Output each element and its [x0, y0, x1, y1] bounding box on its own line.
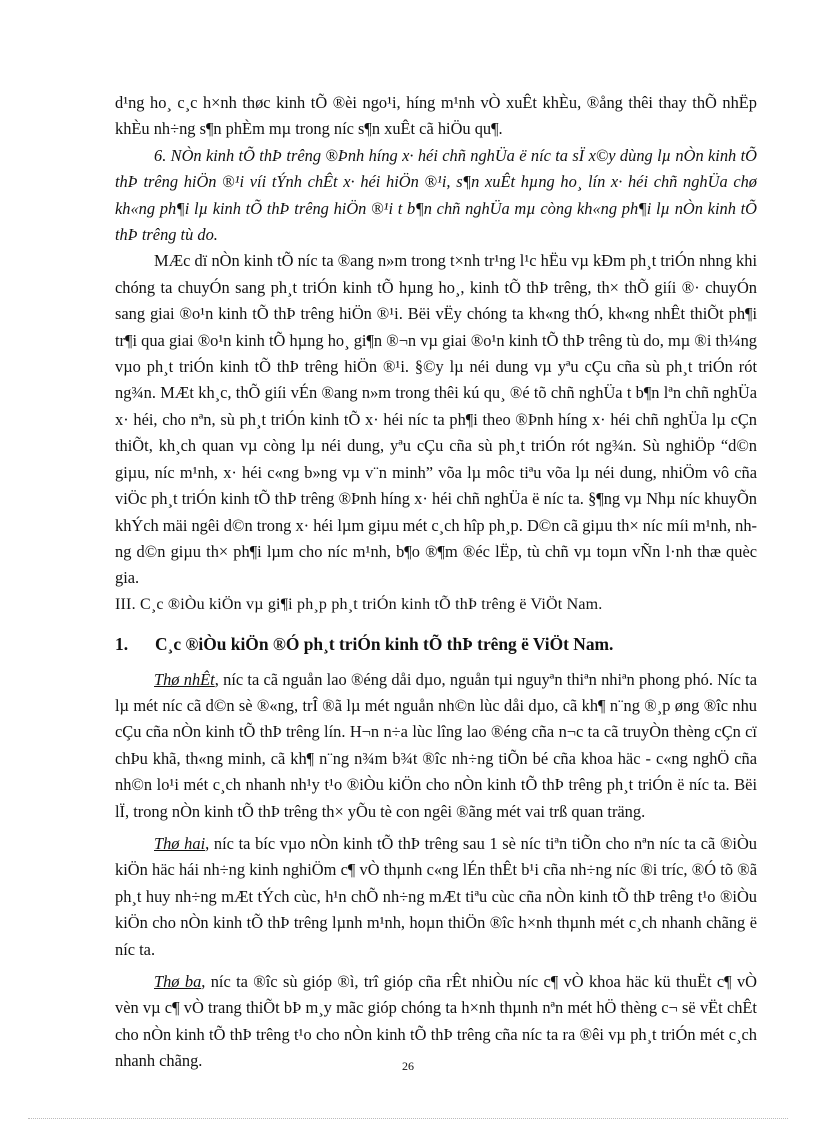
paragraph-point-6: 6. NÒn kinh tÕ thÞ trêng ®Þnh híng x· héi chñ nghÜa ë níc ta sÏ x©y dùng lµ nÒn kinh tÕ thÞ trêng hiÖn ®¹i víi tÝnh chÊt x· héi hiÖn ®¹i, s¶n xuÊt hµng ho¸ lín x· héi chñ nghÜa chø kh«ng ph¶i lµ kinh tÕ thÞ trêng hiÖn ®¹i t b¶n chñ nghÜa mµ còng kh«ng ph¶i lµ nÒn kinh tÕ thÞ trêng tù do. [115, 145, 757, 245]
paragraph-intro: d¹ng ho¸ c¸c h×nh thøc kinh tÕ ®èi ngo¹i, híng m¹nh vÒ xuÊt khÈu, ®ång thêi thay thÕ nhËp khÈu nh÷ng s¶n phÈm mµ trong níc s¶n xuÊt cã hiÖu qu¶. [115, 93, 757, 139]
label-third: Thø ba [154, 972, 202, 991]
label-second: Thø hai [154, 833, 206, 853]
text-first: , níc ta cã nguån lao ®éng dåi dµo, nguån tµi nguyªn thiªn nhiªn phong phó. Níc ta lµ mét níc cã d©n sè ®«ng, trÎ ®ã lµ mét nguån nh©n lùc dåi dµo, cã kh¶ n¨ng ®¸p øng ®îc nhu cÇu cña nÒn kinh tÕ thÞ trêng lín. H¬n n÷a lùc lîng lao ®éng cña n¬c ta cã truyÒn thèng cÇn cï chÞu khã, th«ng minh, cã kh¶ n¨ng n¾m b¾t ®îc nh÷ng tiÕn bé cña khoa häc - c«ng nghÖ cña nh©n lo¹i mét c¸ch nhanh nh¹y t¹o ®iÒu kiÖn cho nÒn kinh tÕ thÞ trêng ph¸t triÓn ë níc ta. Bëi lÏ, trong nÒn kinh tÕ thÞ trêng th× yÕu tè con ngêi ®ãng mét vai trß quan träng. [115, 669, 758, 821]
text-third: , níc ta ®îc sù gióp ®ì, trî gióp cña rÊt nhiÒu níc c¶ vÒ khoa häc kü thuËt c¶ vÒ vèn vµ c¶ vÒ trang thiÕt bÞ m¸y mãc gióp chóng ta h×nh thµnh nªn mét hÖ thèng c¬ së vËt chÊt cho nÒn kinh tÕ thÞ trêng t¹o cho nÒn kinh tÕ thÞ trêng cña níc ta ra ®êi vµ ph¸t triÓn mét c¸ch nhanh chãng. [115, 972, 757, 1071]
label-first: Thø nhÊt [154, 669, 215, 689]
page-bottom-divider [28, 1118, 788, 1119]
subheading-number: 1. [115, 634, 129, 655]
paragraph-body: MÆc dï nÒn kinh tÕ níc ta ®ang n»m trong t×nh tr¹ng l¹c hËu vµ kÐm ph¸t triÓn nhng khi chóng ta chuyÓn sang ph¸t triÓn kinh tÕ hµng ho¸, kinh tÕ thÞ trêng, th× thÕ giíi ®· chuyÓn sang giai ®o¹n kinh tÕ thÞ trêng hiÖn ®¹i. Bëi vËy chóng ta kh«ng thÓ, kh«ng nhÊt thiÕt ph¶i tr¶i qua giai ®o¹n kinh tÕ hµng ho¸ gi¶n ®¬n vµ giai ®o¹n kinh tÕ thÞ trêng tù do, mµ ®i th¼ng vµo ph¸t triÓn kinh tÕ thÞ trêng hiÖn ®¹i. §©y lµ néi dung vµ yªu cÇu cña sù ph¸t triÓn rót ng¾n. MÆt kh¸c, thÕ giíi vÉn ®ang n»m trong thêi kú qu¸ ®é tõ chñ nghÜa t b¶n lªn chñ nghÜa x· héi, cho nªn, sù ph¸t triÓn kinh tÕ x· héi níc ta ph¶i theo ®Þnh híng x· héi chñ nghÜa lµ cÇn thiÕt, kh¸ch quan vµ còng lµ néi dung, yªu cÇu cña sù ph¸t triÓn rót ng¾n. Sù nghiÖp “d©n giµu, níc m¹nh, x· héi c«ng b»ng vµ v¨n minh” võa lµ môc tiªu võa lµ néi dung, nhiÖm vô cña viÖc ph¸t triÓn kinh tÕ thÞ trêng ®Þnh híng x· héi chñ nghÜa ë níc ta. §¶ng vµ Nhµ níc khuyÕn khÝch mäi ngêi d©n trong x· héi lµm giµu mét c¸ch hîp ph¸p. D©n cã giµu th× níc míi m¹nh, nhng d©n giµu th× ph¶i lµm cho níc m¹nh, b¶o ®¶m ®éc lËp, tù chñ vµ toµn vÑn l·nh thæ quèc gia. [115, 251, 757, 588]
paragraph-first [115, 667, 757, 825]
text-second: , níc ta bíc vµo nÒn kinh tÕ thÞ trêng sau 1 sè níc tiªn tiÕn cho nªn níc ta cã ®iÒu kiÖn häc hái nh÷ng kinh nghiÖm c¶ vÒ thµnh c«ng lÉn thÊt b¹i cña nh÷ng níc ®i tríc, ®Ó tõ ®ã ph¸t huy nh÷ng mÆt tÝch cùc, h¹n chÕ nh÷ng mÆt tiªu cùc cña nÒn kinh tÕ thÞ trêng t¹o ®iÒu kiÖn cho nÒn kinh tÕ thÞ trêng lµnh m¹nh, hoµn thiÖn ®îc h×nh thµnh mét c¸ch nhanh chãng ë níc ta. [115, 833, 757, 959]
subheading [115, 631, 757, 657]
page-number: 26 [402, 1059, 414, 1073]
paragraph-second [115, 831, 757, 963]
page-body [115, 90, 757, 1075]
section-heading: III. C¸c ®iÒu kiÖn vµ gi¶i ph¸p ph¸t triÓn kinh tÕ thÞ trêng ë ViÖt Nam. [115, 595, 603, 613]
subheading-text: C¸c ®iÒu kiÖn ®Ó ph¸t triÓn kinh tÕ thÞ trêng ë ViÖt Nam. [155, 634, 614, 655]
